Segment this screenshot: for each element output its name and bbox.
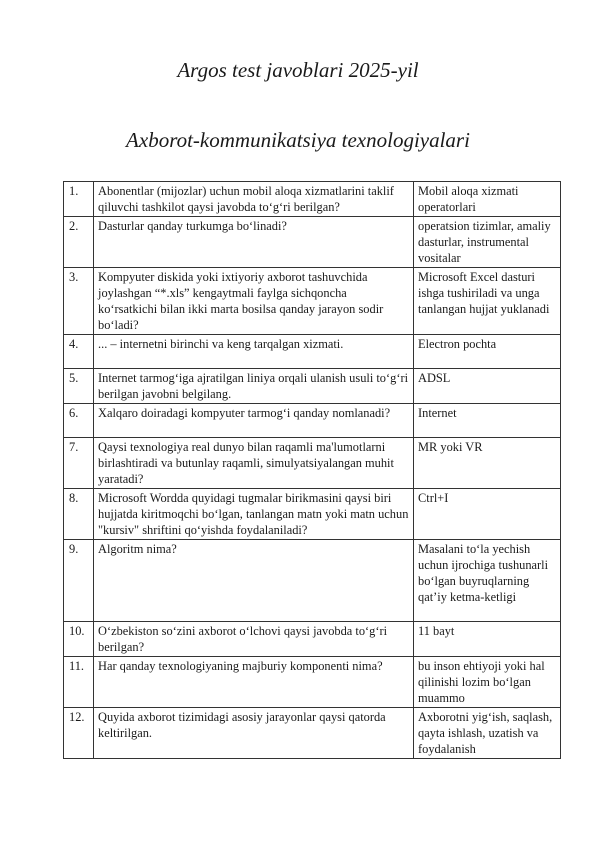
question-cell: Algoritm nima? — [94, 540, 414, 622]
row-number: 1. — [64, 182, 94, 217]
answer-cell: Electron pochta — [414, 335, 561, 369]
table-row — [64, 182, 561, 217]
question-cell: O‘zbekiston so‘zini axborot o‘lchovi qaysi javobda to‘g‘ri berilgan? — [94, 622, 414, 657]
table-row — [64, 438, 561, 489]
row-number: 5. — [64, 369, 94, 404]
question-cell: Abonentlar (mijozlar) uchun mobil aloqa xizmatlarini taklif qiluvchi tashkilot qaysi javobda to‘g‘ri berilgan? — [94, 182, 414, 217]
page-subtitle: Axborot-kommunikatsiya texnologiyalari — [126, 128, 470, 152]
page-title: Argos test javoblari 2025-yil — [177, 58, 419, 82]
answer-cell: operatsion tizimlar, amaliy dasturlar, instrumental vositalar — [414, 217, 561, 268]
answer-cell: Internet — [414, 404, 561, 438]
question-cell: Har qanday texnologiyaning majburiy komponenti nima? — [94, 657, 414, 708]
answer-cell: 11 bayt — [414, 622, 561, 657]
answer-cell: Mobil aloqa xizmati operatorlari — [414, 182, 561, 217]
question-cell: Qaysi texnologiya real dunyo bilan raqamli ma'lumotlarni birlashtiradi va butunlay raqamli, simulyatsiyalangan muhit yaratadi? — [94, 438, 414, 489]
answer-cell: bu inson ehtiyoji yoki hal qilinishi lozim bo‘lgan muammo — [414, 657, 561, 708]
question-cell: Quyida axborot tizimidagi asosiy jarayonlar qaysi qatorda keltirilgan. — [94, 708, 414, 759]
table-row — [64, 369, 561, 404]
answer-cell: ADSL — [414, 369, 561, 404]
table-row — [64, 335, 561, 369]
answer-cell: Ctrl+I — [414, 489, 561, 540]
table-row — [64, 268, 561, 335]
table-row — [64, 404, 561, 438]
table-row — [64, 489, 561, 540]
question-cell: Xalqaro doiradagi kompyuter tarmog‘i qanday nomlanadi? — [94, 404, 414, 438]
question-cell: Kompyuter diskida yoki ixtiyoriy axborot tashuvchida joylashgan “*.xls” kengaytmali faylga sichqoncha ko‘rsatkichi bilan ikki marta bosilsa qanday jarayon sodir bo‘ladi? — [94, 268, 414, 335]
answer-cell: Masalani to‘la yechish uchun ijrochiga tushunarli bo‘lgan buyruqlarning qat’iy ketma-ketligi — [414, 540, 561, 622]
table-row — [64, 622, 561, 657]
table-row — [64, 540, 561, 622]
table-row — [64, 708, 561, 759]
row-number: 8. — [64, 489, 94, 540]
row-number: 9. — [64, 540, 94, 622]
qa-table — [63, 181, 561, 759]
question-cell: ... – internetni birinchi va keng tarqalgan xizmati. — [94, 335, 414, 369]
question-cell: Internet tarmog‘iga ajratilgan liniya orqali ulanish usuli to‘g‘ri berilgan javobni belgilang. — [94, 369, 414, 404]
answer-cell: MR yoki VR — [414, 438, 561, 489]
row-number: 11. — [64, 657, 94, 708]
row-number: 7. — [64, 438, 94, 489]
row-number: 12. — [64, 708, 94, 759]
question-cell: Dasturlar qanday turkumga bo‘linadi? — [94, 217, 414, 268]
row-number: 10. — [64, 622, 94, 657]
row-number: 6. — [64, 404, 94, 438]
row-number: 4. — [64, 335, 94, 369]
answer-cell: Microsoft Excel dasturi ishga tushiriladi va unga tanlangan hujjat yuklanadi — [414, 268, 561, 335]
row-number: 3. — [64, 268, 94, 335]
table-row — [64, 217, 561, 268]
row-number: 2. — [64, 217, 94, 268]
table-row — [64, 657, 561, 708]
question-cell: Microsoft Wordda quyidagi tugmalar birikmasini qaysi biri hujjatda kiritmoqchi bo‘lgan, tanlangan matn yoki matn uchun "kursiv" shriftini qo‘yishda foydalaniladi? — [94, 489, 414, 540]
answer-cell: Axborotni yig‘ish, saqlash, qayta ishlash, uzatish va foydalanish — [414, 708, 561, 759]
